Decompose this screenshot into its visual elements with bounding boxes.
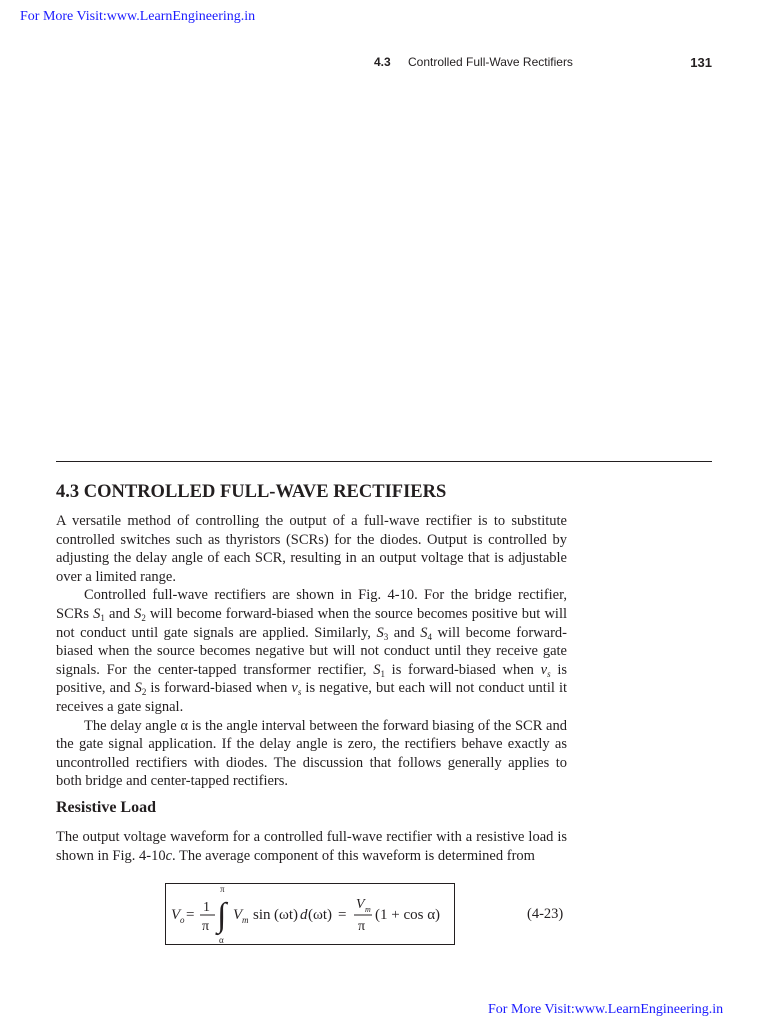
eq-numerator-one: 1 (203, 900, 210, 915)
italic-symbol: v (540, 661, 548, 678)
text-run: will become forward-biased when the source becomes negative but will not conduct until they receive gate signals. For the center-tapped transformer rectifier, (56, 624, 567, 678)
page-number: 131 (690, 55, 712, 70)
subscript: 2 (141, 612, 146, 623)
header-section-number: 4.3 (374, 55, 391, 69)
equation-number: (4-23) (527, 906, 564, 922)
eq-omega-t-1: (ωt) (274, 907, 299, 923)
eq-m-sub: m (242, 915, 249, 925)
eq-V: V (171, 907, 181, 923)
paragraph (56, 512, 567, 586)
paragraph (56, 586, 567, 716)
eq-numerator-Vm: V (356, 897, 365, 912)
italic-symbol: S (134, 605, 142, 622)
eq-denominator-pi: π (202, 919, 210, 934)
eq-numerator-m-sub: m (365, 905, 371, 914)
subscript: 1 (380, 668, 385, 679)
section-heading: 4.3 CONTROLLED FULL-WAVE RECTIFIERS (56, 482, 447, 502)
eq-d: d (300, 907, 308, 923)
eq-equals-1: = (186, 907, 195, 923)
text-run: will become forward-biased when the source becomes positive but will not conduct until gate signals are applied. Similarly, (56, 605, 567, 641)
subscript: 1 (100, 612, 105, 623)
paragraph (56, 717, 567, 791)
running-header (374, 55, 712, 71)
header-section-title: Controlled Full-Wave Rectifiers (408, 55, 573, 69)
text-run: and (104, 605, 135, 622)
text-run: is positive, and (56, 661, 567, 697)
eq-integral-sign: ∫ (217, 897, 227, 934)
subscript: 3 (383, 631, 389, 642)
paragraph (56, 828, 567, 865)
eq-o-sub: o (180, 915, 185, 925)
top-visit-link[interactable]: For More Visit:www.LearnEngineering.in (20, 9, 256, 24)
eq-one-plus-cos: (1 + cos α) (375, 907, 441, 923)
text-run: . The average component of this waveform is determined from (172, 847, 535, 864)
text-run: The delay angle α is the angle interval between the forward biasing of the SCR and the gate signal application. If the delay angle is zero, the rectifiers behave exactly as uncontrolled rectifiers with diodes. The discussion that follows generally applies to both bridge and center-tapped rectifiers. (56, 717, 567, 790)
text-run: The output voltage waveform for a controlled full-wave rectifier with a resistive load is shown in Fig. 4-10 (56, 829, 567, 864)
text-run: is forward-biased when (384, 661, 541, 678)
italic-symbol: S (373, 661, 381, 678)
text-run: and (388, 624, 421, 641)
text-run: Controlled full-wave rectifiers are shown in Fig. 4-10. For the bridge rectifier, SCRs (56, 587, 567, 622)
subscript: 4 (427, 631, 432, 642)
body-paragraphs (56, 512, 567, 791)
italic-symbol: S (420, 624, 428, 641)
italic-symbol: c (165, 847, 173, 864)
bottom-visit-link[interactable]: For More Visit:www.LearnEngineering.in (488, 1002, 724, 1017)
eq-omega-t-2: (ωt) (308, 907, 333, 923)
eq-sin: sin (253, 907, 271, 923)
subscript: 2 (141, 687, 147, 698)
subsection-heading: Resistive Load (56, 799, 156, 816)
italic-symbol: v (291, 680, 298, 697)
text-run: is negative, but each will not conduct until it receives a gate signal. (56, 680, 567, 715)
body-paragraphs-resistive-load (56, 828, 567, 865)
italic-symbol: S (376, 624, 384, 641)
eq-lower-limit: α (219, 935, 224, 944)
subscript: s (547, 668, 551, 679)
eq-Vm: V (233, 907, 243, 923)
text-run: is forward-biased when (146, 680, 292, 697)
eq-upper-limit: π (220, 884, 225, 894)
equation-4-23 (166, 884, 454, 944)
eq-denominator-pi-2: π (358, 919, 366, 934)
italic-symbol: S (93, 605, 101, 622)
subscript: s (297, 687, 302, 698)
text-run: A versatile method of controlling the output of a full-wave rectifier is to substitute controlled switches such as thyristors (SCRs) for the diodes. Output is controlled by adjusting the delay angle of each SCR, resulting in an output voltage that is adjustable over a limited range. (56, 513, 567, 585)
section-divider (56, 461, 712, 462)
eq-equals-2: = (338, 907, 347, 923)
equation-box (165, 883, 455, 945)
italic-symbol: S (134, 680, 142, 697)
